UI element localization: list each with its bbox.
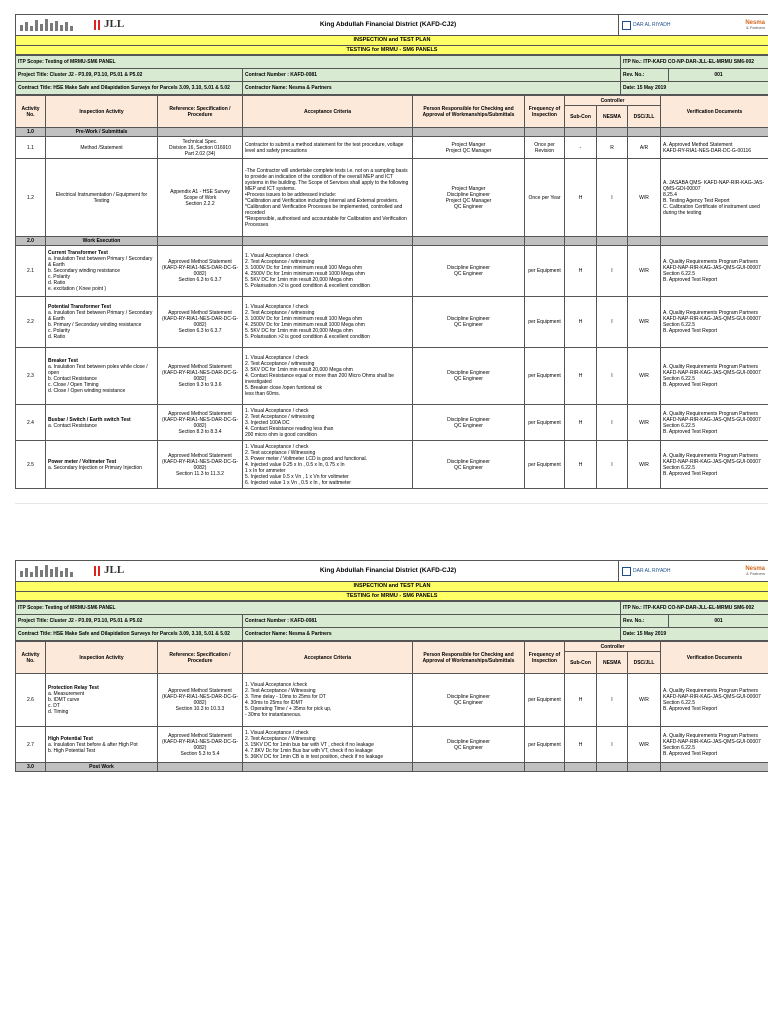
- row-frequency: Once per Revision: [525, 137, 565, 159]
- section-row: [16, 237, 768, 246]
- col-subcon: Sub-Con: [565, 106, 597, 128]
- row-subcon: H: [565, 348, 597, 405]
- section-title: Work Execution: [46, 237, 158, 246]
- row-person: Discipline Engineer QC Engineer: [413, 674, 525, 727]
- row-no: 2.6: [16, 674, 46, 727]
- col-dsc: DSC/JLL: [628, 106, 661, 128]
- row-activity: Electrical Instrumentation / Equipment for Testing: [46, 159, 158, 237]
- col-nesma: NESMA: [597, 652, 628, 674]
- date: Date: 15 May 2019: [621, 82, 768, 95]
- plan-subtitle: TESTING for MRMU - SM6 PANELS: [16, 591, 768, 601]
- col-inspection-activity: Inspection Activity: [46, 96, 158, 128]
- col-verification: Verification Documents: [661, 96, 768, 128]
- row-no: 2.5: [16, 441, 46, 489]
- col-controller: Controller: [565, 642, 661, 652]
- row-frequency: per Equipment: [525, 348, 565, 405]
- header-right-logos: [619, 15, 768, 36]
- row-nesma: I: [597, 405, 628, 441]
- row-verification: A. Quality Requirements Program Partners KAFD-NAP-RIR-KAG-JAS-QMS-GUI-00007 Section 6.22.5 B. Approved Test Report: [661, 727, 768, 763]
- row-verification: A. Approved Method Statement KAFD-RY-RIA1-NES-DAR-DC-G-00116: [661, 137, 768, 159]
- plan-title: INSPECTION and TEST PLAN: [16, 582, 768, 592]
- row-nesma: I: [597, 297, 628, 348]
- jll-mark-icon: [94, 566, 100, 576]
- district-title: King Abdullah Financial District (KAFD-CJ2): [319, 21, 457, 29]
- row-subcon: H: [565, 297, 597, 348]
- col-person: Person Responsible for Checking and Approval of Workmanships/Submittals: [413, 96, 525, 128]
- row-dsc: W/R: [628, 246, 661, 297]
- itp-page-2: [15, 560, 768, 772]
- row-person: Discipline Engineer QC Engineer: [413, 441, 525, 489]
- kafd-jll-logo: [16, 16, 158, 34]
- row-frequency: per Equipment: [525, 441, 565, 489]
- col-activity-no: Activity No.: [16, 642, 46, 674]
- row-verification: A. Quality Requirements Program Partners KAFD-NAP-RIR-KAG-JAS-QMS-GUI-00007 Section 6.22.5 B. Approved Test Report: [661, 441, 768, 489]
- row-verification: A. Quality Requirements Program Partners KAFD-NAP-RIR-KAG-JAS-QMS-GUI-00007 Section 6.22.5 B. Approved Test Report: [661, 348, 768, 405]
- row-nesma: I: [597, 674, 628, 727]
- row-person: Discipline Engineer QC Engineer: [413, 405, 525, 441]
- row-reference: Approved Method Statement (KAFD-RY-RIA1-NES-DAR-DC-G-0082) Section 10.3 to 10.3.3: [158, 674, 243, 727]
- section-row: [16, 763, 768, 772]
- row-activity: a. Secondary Injection or Primary Injection: [48, 464, 142, 471]
- info-table: [15, 55, 768, 95]
- row-subcon: H: [565, 246, 597, 297]
- col-dsc: DSC/JLL: [628, 652, 661, 674]
- row-dsc: W/R: [628, 405, 661, 441]
- project-title: Project Title: Cluster J2 - P3.09, P3.10, P5.01 & P5.02: [16, 69, 243, 82]
- col-reference: Reference: Specification / Procedure: [158, 642, 243, 674]
- header-table: [15, 560, 768, 601]
- col-frequency: Frequency of Inspection: [525, 642, 565, 674]
- table-row: [16, 441, 768, 489]
- section-number: 2.0: [16, 237, 46, 246]
- row-person: Discipline Engineer QC Engineer: [413, 246, 525, 297]
- row-no: 2.2: [16, 297, 46, 348]
- itp-table: [15, 641, 768, 772]
- row-reference: Technical Spec. Division 16, Section 016910 Part 2.02 (34): [158, 137, 243, 159]
- header-left: [16, 561, 619, 582]
- section-row: [16, 128, 768, 137]
- row-person: Project Manger Project QC Manager: [413, 137, 525, 159]
- row-reference: Approved Method Statement (KAFD-RY-RIA1-NES-DAR-DC-G-0082) Section 9.3 to 9.3.6: [158, 348, 243, 405]
- row-nesma: I: [597, 159, 628, 237]
- col-subcon: Sub-Con: [565, 652, 597, 674]
- row-reference: Approved Method Statement (KAFD-RY-RIA1-NES-DAR-DC-G-0082) Section 5.3 to 5.4: [158, 727, 243, 763]
- date: Date: 15 May 2019: [621, 628, 768, 641]
- row-dsc: W/R: [628, 297, 661, 348]
- table-row: [16, 297, 768, 348]
- header-right-logos: [619, 561, 768, 582]
- row-person: Discipline Engineer QC Engineer: [413, 727, 525, 763]
- itp-scope: ITP Scope: Testing of MRMU-SM6 PANEL: [16, 602, 621, 615]
- row-verification: A. JASABA QMS- KAFD-NAP-RIR-KAG-JAS-QMS-GDI-00007 8.25.4 B. Testing Agency Test Report C. Calibration Certificate of instrument used during the testing: [661, 159, 768, 237]
- dar-logo: [622, 567, 671, 576]
- row-reference: Approved Method Statement (KAFD-RY-RIA1-NES-DAR-DC-G-0082) Section 6.3 to 6.3.7: [158, 246, 243, 297]
- row-activity-title: Protection Relay Test: [48, 685, 99, 692]
- jll-logo-text: JLL: [104, 564, 125, 577]
- row-acceptance: 1. Visual Acceptance / check 2. Test Acceptance / witnessing 3. 1000V Dc for 1min minimum result 100 Mega ohm 4. 2500V Dc for 1min minimum result 1000 Mega ohm 5. 5KV DC for 1min min result 20,000 Mega ohm 5. Polarisation >2 is good condition & excellent condition: [243, 246, 413, 297]
- row-dsc: A/R: [628, 137, 661, 159]
- row-subcon: H: [565, 441, 597, 489]
- row-acceptance: Contractor to submit a method statement for the test procedure, voltage level and safety precautions: [243, 137, 413, 159]
- contract-title: Contract Title: HSE Make Safe and Dilapidation Surveys for Parcels 3.09, 3.10, 5.01 & 5.02: [16, 628, 243, 641]
- plan-subtitle: TESTING for MRMU - SM6 PANELS: [16, 45, 768, 55]
- rev-value: 001: [669, 615, 768, 628]
- rev-label: Rev. No.:: [621, 69, 669, 82]
- row-no: 2.1: [16, 246, 46, 297]
- col-nesma: NESMA: [597, 106, 628, 128]
- row-verification: A. Quality Requirements Program Partners KAFD-NAP-RIR-KAG-JAS-QMS-GUI-00007 Section 6.22.5 B. Approved Test Report: [661, 674, 768, 727]
- header-left: [16, 15, 619, 36]
- contractor-name: Contractor Name: Nesma & Partners: [243, 628, 621, 641]
- kafd-jll-logo: [16, 562, 158, 580]
- district-title: King Abdullah Financial District (KAFD-CJ2): [319, 567, 457, 575]
- itp-table: [15, 95, 768, 489]
- nesma-logo: [745, 20, 765, 30]
- section-title: Pre-Work / Submittals: [46, 128, 158, 137]
- row-subcon: H: [565, 405, 597, 441]
- dar-logo-text: DAR AL RIYADH: [633, 21, 671, 28]
- col-controller: Controller: [565, 96, 661, 106]
- col-verification: Verification Documents: [661, 642, 768, 674]
- row-subcon: H: [565, 727, 597, 763]
- section-number: 1.0: [16, 128, 46, 137]
- dar-emblem-icon: [622, 21, 631, 30]
- row-nesma: R: [597, 137, 628, 159]
- row-frequency: per Equipment: [525, 405, 565, 441]
- row-dsc: W/R: [628, 441, 661, 489]
- row-subcon: -: [565, 137, 597, 159]
- row-acceptance: -The Contractor will undertake complete tests i.e. not on a sampling basis to provide an indication of the condition of the overall MEP and ICT systems in the building. The Scope of Services shall apply to the following MEP and ICT systems. •Process issues to be addressed include: *Calibration and Verification including Internal and External providers. *Calibration and Verification Processes be implemented, controlled and recorded *Responsible, authorised and accountable for Calibration and Verification Processes: [243, 159, 413, 237]
- plan-title: INSPECTION and TEST PLAN: [16, 36, 768, 46]
- nesma-logo-sub: & Partners: [746, 571, 766, 576]
- rev-value: 001: [669, 69, 768, 82]
- col-acceptance: Acceptance Criteria: [243, 96, 413, 128]
- row-activity-title: Potential Transformer Test: [48, 304, 111, 311]
- row-no: 1.1: [16, 137, 46, 159]
- page-separator: [15, 503, 768, 504]
- row-activity: a. Contact Resistance: [48, 422, 97, 429]
- row-activity-title: Busbar / Switch / Earth switch Test: [48, 416, 131, 423]
- rev-label: Rev. No.:: [621, 615, 669, 628]
- nesma-logo-text: Nesma: [745, 566, 766, 572]
- nesma-logo-sub: & Partners: [746, 25, 766, 30]
- row-reference: Approved Method Statement (KAFD-RY-RIA1-NES-DAR-DC-G-0082) Section 11.3 to 11.3.2: [158, 441, 243, 489]
- section-title: Post Work: [46, 763, 158, 772]
- row-activity-title: Power meter / Voltmeter Test: [48, 458, 117, 465]
- row-activity: a. Insulation Test between poles while close / open b. Contact Resistance c. Close / Open Timing d. Close / Open winding resistance: [48, 364, 148, 395]
- row-no: 2.4: [16, 405, 46, 441]
- dar-logo: [622, 21, 671, 30]
- row-frequency: per Equipment: [525, 727, 565, 763]
- row-no: 2.3: [16, 348, 46, 405]
- row-acceptance: 1. Visual Acceptance / check 2. Test Acceptance / witnessing 3. 1000V Dc for 1min minimum result 100 Mega ohm 4. 2500V Dc for 1min minimum result 1000 Mega ohm 5. 5KV DC for 1min min result 20,000 Mega ohm 5. Polarisation >2 is good condition & excellent condition: [243, 297, 413, 348]
- row-frequency: Once per Year: [525, 159, 565, 237]
- table-row: [16, 246, 768, 297]
- col-reference: Reference: Specification / Procedure: [158, 96, 243, 128]
- section-number: 3.0: [16, 763, 46, 772]
- itp-number: ITP No.: ITP-KAFD CO-NP-DAR-JLL-EL-MRMU SM6-002: [621, 56, 768, 69]
- jll-logo-text: JLL: [104, 18, 125, 31]
- jll-mark-icon: [94, 20, 100, 30]
- contract-number: Contract Number : KAFD-0081: [243, 615, 621, 628]
- row-subcon: H: [565, 159, 597, 237]
- col-person: Person Responsible for Checking and Approval of Workmanships/Submittals: [413, 642, 525, 674]
- row-activity: a. Insulation Test between Primary / Secondary & Earth b. Secondary winding resistance c. Polarity d. Ratio e. excitation ( Knee point ): [48, 256, 153, 293]
- table-row: [16, 159, 768, 237]
- row-person: Discipline Engineer QC Engineer: [413, 297, 525, 348]
- table-row: [16, 137, 768, 159]
- row-activity-title: High Potential Test: [48, 735, 93, 742]
- row-acceptance: 1. Visual Acceptance / check 2. Test acceptance / Witnessing 3. Power meter / Voltmeter LCD is good and functional. 4. Injected value 0.25 x In , 0.5 x In, 0.75 x In 1 x In for ammeter 5. Injected value 0.5 x Vn , 1 x Vn for voltmeter 6. Injected value 1 x Vn , 0.5 x In , for wattmeter: [243, 441, 413, 489]
- itp-page-1: [15, 14, 768, 489]
- table-row: [16, 674, 768, 727]
- itp-number: ITP No.: ITP-KAFD CO-NP-DAR-JLL-EL-MRMU SM6-002: [621, 602, 768, 615]
- row-frequency: per Equipment: [525, 297, 565, 348]
- row-verification: A. Quality Requirements Program Partners KAFD-NAP-RIR-KAG-JAS-QMS-GUI-00007 Section 6.22.5 B. Approved Test Report: [661, 405, 768, 441]
- row-activity-title: Current Transformer Test: [48, 250, 108, 257]
- contractor-name: Contractor Name: Nesma & Partners: [243, 82, 621, 95]
- row-no: 2.7: [16, 727, 46, 763]
- table-row: [16, 348, 768, 405]
- row-activity: Method /Statement: [46, 137, 158, 159]
- row-subcon: H: [565, 674, 597, 727]
- table-row: [16, 727, 768, 763]
- itp-scope: ITP Scope: Testing of MRMU-SM6 PANEL: [16, 56, 621, 69]
- kafd-skyline-icon: [18, 565, 90, 577]
- row-dsc: W/R: [628, 727, 661, 763]
- row-dsc: W/R: [628, 674, 661, 727]
- row-activity: a. Insulation Test before & after High Pot b. High Potential Test: [48, 741, 138, 754]
- row-acceptance: 1. Visual Acceptance / check 2. Test Acceptance / witnessing 3. 5KV DC for 1min min result 20,000 Mega ohm 4. Contact Resistance equal or more than 200 Micro Ohms shall be investigated 5. Breaker close /open funtional ok less than 60ms.: [243, 348, 413, 405]
- info-table: [15, 601, 768, 641]
- project-title: Project Title: Cluster J2 - P3.09, P3.10, P5.01 & P5.02: [16, 615, 243, 628]
- kafd-skyline-icon: [18, 19, 90, 31]
- row-acceptance: 1. Visual Acceptance /check 2. Test Acceptance / Witnessing 3. Time delay - 10ms to 25ms for DT 4. 30ms to 25ms for IDMT 5. Operating Time / + 35ms for pick up, - 30ms for instantaneous.: [243, 674, 413, 727]
- col-inspection-activity: Inspection Activity: [46, 642, 158, 674]
- dar-logo-text: DAR AL RIYADH: [633, 567, 671, 574]
- row-nesma: I: [597, 441, 628, 489]
- row-reference: Appendix A1 - HSE Survey Scope of Work Section 2.2.2: [158, 159, 243, 237]
- row-activity: a. Measurement b. IDMT curve c. DT d. Timing: [48, 691, 85, 716]
- contract-number: Contract Number : KAFD-0081: [243, 69, 621, 82]
- row-verification: A. Quality Requirements Program Partners KAFD-NAP-RIR-KAG-JAS-QMS-GUI-00007 Section 6.22.5 B. Approved Test Report: [661, 297, 768, 348]
- row-person: Project Manger Discipline Engineer Project QC Manager QC Engineer: [413, 159, 525, 237]
- col-frequency: Frequency of Inspection: [525, 96, 565, 128]
- nesma-logo-text: Nesma: [745, 20, 766, 26]
- dar-emblem-icon: [622, 567, 631, 576]
- row-dsc: W/R: [628, 159, 661, 237]
- row-nesma: I: [597, 246, 628, 297]
- row-nesma: I: [597, 727, 628, 763]
- row-acceptance: 1. Visual Acceptance / check 2. Test Acceptance / Witnessing 3. 15KV DC for 1min bus bar with VT , check if no leakage 4. 7.8KV Dc for 1min Bus bar with VT, check if no leakage 5. 36KV DC for 1min CB is in test position, check if no leakage: [243, 727, 413, 763]
- nesma-logo: [745, 566, 765, 576]
- header-table: [15, 14, 768, 55]
- row-nesma: I: [597, 348, 628, 405]
- row-reference: Approved Method Statement (KAFD-RY-RIA1-NES-DAR-DC-G-0082) Section 6.3 to 6.3.7: [158, 297, 243, 348]
- contract-title: Contract Title: HSE Make Safe and Dilapidation Surveys for Parcels 3.09, 3.10, 5.01 & 5.02: [16, 82, 243, 95]
- row-frequency: per Equipment: [525, 674, 565, 727]
- row-activity: a. Insulation Test between Primary / Secondary & Earth b. Primary / Secondary winding resistance c. Polarity d. Ratio: [48, 310, 153, 341]
- row-reference: Approved Method Statement (KAFD-RY-RIA1-NES-DAR-DC-G-0082) Section 8.3 to 8.3.4: [158, 405, 243, 441]
- table-row: [16, 405, 768, 441]
- col-acceptance: Acceptance Criteria: [243, 642, 413, 674]
- col-activity-no: Activity No.: [16, 96, 46, 128]
- row-no: 1.2: [16, 159, 46, 237]
- row-activity-title: Breaker Test: [48, 358, 78, 365]
- row-dsc: W/R: [628, 348, 661, 405]
- row-verification: A. Quality Requirements Program Partners KAFD-NAP-RIR-KAG-JAS-QMS-GUI-00007 Section 6.22.5 B. Approved Test Report: [661, 246, 768, 297]
- row-person: Discipline Engineer QC Engineer: [413, 348, 525, 405]
- row-frequency: per Equipment: [525, 246, 565, 297]
- row-acceptance: 1. Visual Acceptance / check 2. Test Acceptance / witnessing 3. Injected 100A DC 4. Contact Resistance reading less than 200 micro ohm is good condition: [243, 405, 413, 441]
